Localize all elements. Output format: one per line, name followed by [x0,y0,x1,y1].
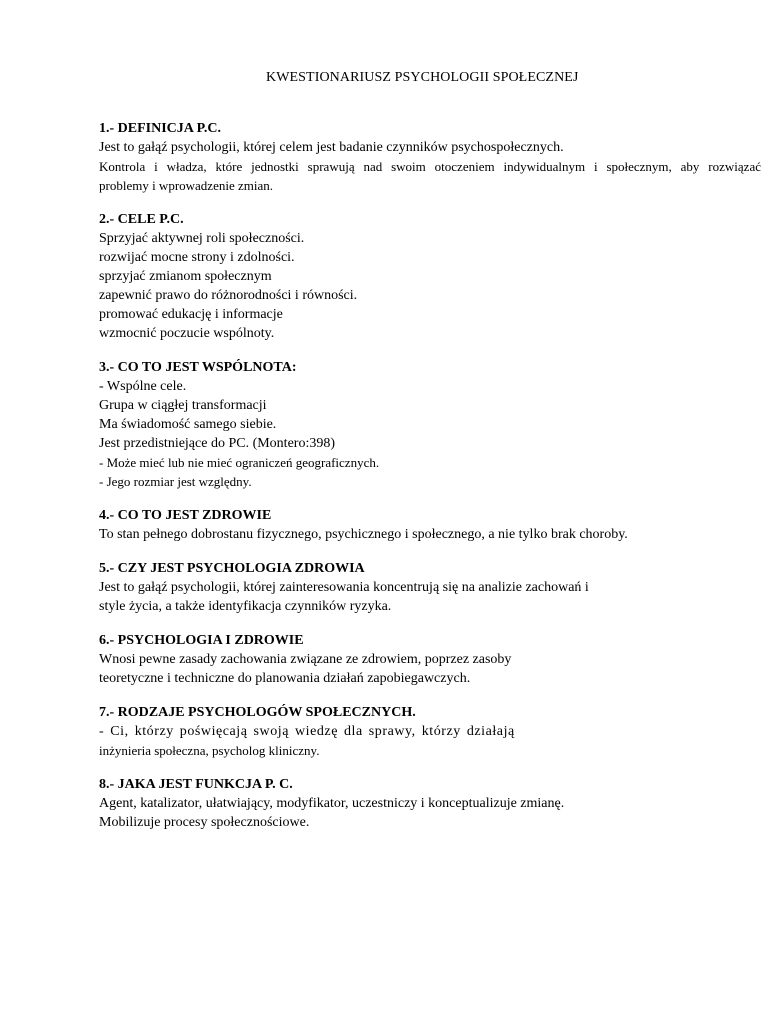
paragraph-line: Ma świadomość samego siebie. [99,417,277,432]
paragraph-line: Sprzyjać aktywnej roli społeczności. [99,231,305,246]
paragraph-line: Wnosi pewne zasady zachowania związane ze zdrowiem, poprzez zasoby [99,652,512,667]
section-heading: 8.- JAKA JEST FUNKCJA P. C. [99,777,293,792]
paragraph-line: - Wspólne cele. [99,379,187,394]
section-function [99,775,761,832]
section-definition [99,119,761,195]
paragraph-line: - Jego rozmiar jest względny. [99,474,252,489]
paragraph-line: problemy i wprowadzenie zmian. [99,178,273,193]
paragraph-line: Kontrola i władza, które jednostki sprawują nad swoim otoczeniem indywidualnym i społecznym, aby rozwiązać [99,159,761,174]
paragraph-line: Agent, katalizator, ułatwiający, modyfikator, uczestniczy i konceptualizuje zmianę. [99,796,565,811]
section-psychology-and-health [99,631,761,688]
section-heading: 1.- DEFINICJA P.C. [99,121,221,136]
section-heading: 7.- RODZAJE PSYCHOLOGÓW SPOŁECZNYCH. [99,705,416,720]
paragraph-line: - Może mieć lub nie mieć ograniczeń geograficznych. [99,455,380,470]
paragraph-line: Grupa w ciągłej transformacji [99,398,267,413]
section-goals [99,210,761,343]
section-community [99,358,761,491]
paragraph-line: To stan pełnego dobrostanu fizycznego, psychicznego i społecznego, a nie tylko brak choroby. [99,527,628,542]
section-heading: 5.- CZY JEST PSYCHOLOGIA ZDROWIA [99,561,365,576]
paragraph-line: teoretyczne i techniczne do planowania działań zapobiegawczych. [99,671,471,686]
paragraph-line: Jest przedistniejące do PC. (Montero:398) [99,436,336,451]
paragraph-line: style życia, a także identyfikacja czynników ryzyka. [99,599,392,614]
paragraph-line: - Ci, którzy poświęcają swoją wiedzę dla sprawy, którzy działają [99,724,515,739]
section-heading: 4.- CO TO JEST ZDROWIE [99,508,272,523]
paragraph-line: rozwijać mocne strony i zdolności. [99,250,295,265]
document-content [99,119,761,847]
section-health-psychology [99,559,761,616]
paragraph-line: Jest to gałąź psychologii, której celem jest badanie czynników psychospołecznych. [99,140,564,155]
paragraph-line: Jest to gałąź psychologii, której zainteresowania koncentrują się na analizie zachowań i [99,580,589,595]
paragraph-line: Mobilizuje procesy społecznościowe. [99,815,310,830]
document-title: KWESTIONARIUSZ PSYCHOLOGII SPOŁECZNEJ [266,70,579,85]
section-health [99,506,761,544]
paragraph-line: wzmocnić poczucie wspólnoty. [99,326,275,341]
paragraph-line: inżynieria społeczna, psycholog kliniczny. [99,743,320,758]
section-heading: 3.- CO TO JEST WSPÓLNOTA: [99,360,297,375]
section-heading: 2.- CELE P.C. [99,212,184,227]
paragraph-line: promować edukację i informacje [99,307,283,322]
paragraph-line: sprzyjać zmianom społecznym [99,269,272,284]
section-heading: 6.- PSYCHOLOGIA I ZDROWIE [99,633,304,648]
section-psychologist-types [99,703,761,760]
paragraph-line: zapewnić prawo do różnorodności i równości. [99,288,358,303]
